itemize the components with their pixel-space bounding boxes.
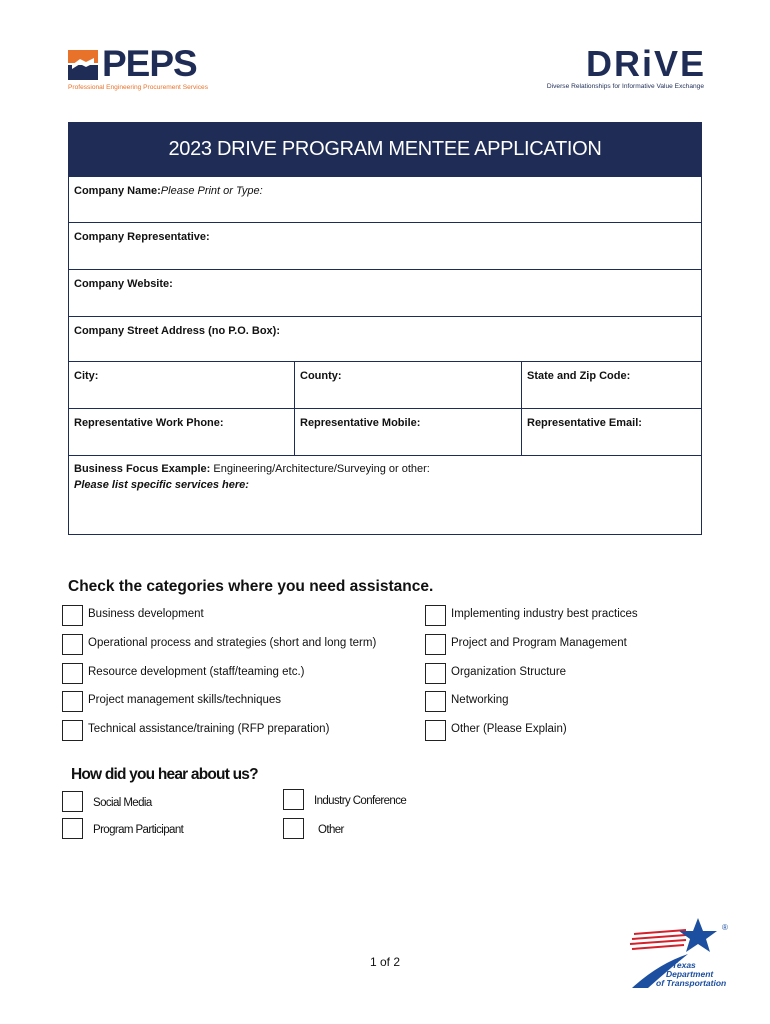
rep-mobile-label: Representative Mobile: <box>300 417 421 429</box>
handshake-icon <box>68 50 98 80</box>
state-zip-field[interactable] <box>521 362 701 408</box>
checkbox-label: Other <box>318 824 344 836</box>
checkbox-project-management-skills[interactable] <box>62 691 402 715</box>
drive-logo-subtitle: Diverse Relationships for Informative Value Exchange <box>546 83 704 90</box>
drive-logo <box>546 43 706 92</box>
city-field[interactable] <box>69 362 294 408</box>
company-name-row[interactable] <box>69 176 701 222</box>
checkbox-label: Operational process and strategies (short and long term) <box>88 637 377 649</box>
checkbox-box[interactable] <box>62 818 83 839</box>
state-zip-label: State and Zip Code: <box>527 370 631 382</box>
rep-work-phone-field[interactable] <box>69 409 294 455</box>
phone-mobile-email-row <box>69 408 701 455</box>
checkbox-best-practices[interactable] <box>425 605 725 629</box>
company-website-label: Company Website: <box>74 278 173 290</box>
rep-mobile-field[interactable] <box>294 409 521 455</box>
company-website-row[interactable] <box>69 269 701 316</box>
assistance-section-title: Check the categories where you need assistance. <box>68 578 434 595</box>
checkbox-label: Resource development (staff/teaming etc.) <box>88 666 305 678</box>
company-address-row[interactable] <box>69 316 701 361</box>
checkbox-label: Project management skills/techniques <box>88 694 282 706</box>
city-county-state-row <box>69 361 701 408</box>
checkbox-box[interactable] <box>283 789 304 810</box>
checkbox-box[interactable] <box>425 720 446 741</box>
txdot-logo <box>628 914 732 992</box>
county-field[interactable] <box>294 362 521 408</box>
business-focus-field[interactable] <box>69 456 701 535</box>
registered-mark: ® <box>722 923 728 932</box>
checkbox-networking[interactable] <box>425 691 725 715</box>
checkbox-label: Technical assistance/training (RFP preparation) <box>88 723 330 735</box>
checkbox-box[interactable] <box>62 634 83 655</box>
checkbox-box[interactable] <box>62 691 83 712</box>
checkbox-box[interactable] <box>62 605 83 626</box>
rep-work-phone-label: Representative Work Phone: <box>74 417 224 429</box>
checkbox-label: Organization Structure <box>451 666 567 678</box>
checkbox-resource-development[interactable] <box>62 663 402 687</box>
checkbox-label: Project and Program Management <box>451 637 627 649</box>
rep-email-label: Representative Email: <box>527 417 642 429</box>
checkbox-box[interactable] <box>62 663 83 684</box>
checkbox-label: Program Participant <box>93 824 184 836</box>
checkbox-label: Social Media <box>93 797 152 809</box>
checkbox-industry-conference[interactable] <box>283 789 483 813</box>
txdot-line-2: Department <box>666 969 714 979</box>
business-focus-label: Business Focus Example: <box>74 463 211 475</box>
company-website-field[interactable] <box>69 270 701 316</box>
city-label: City: <box>74 370 99 382</box>
checkbox-box[interactable] <box>62 720 83 741</box>
checkbox-label: Industry Conference <box>314 795 407 807</box>
checkbox-technical-assistance[interactable] <box>62 720 402 744</box>
company-address-label: Company Street Address (no P.O. Box): <box>74 325 280 337</box>
drive-logo-text: DRiVE <box>585 43 706 84</box>
checkbox-business-development[interactable] <box>62 605 402 629</box>
checkbox-organization-structure[interactable] <box>425 663 725 687</box>
checkbox-label: Other (Please Explain) <box>451 723 567 735</box>
checkbox-box[interactable] <box>425 605 446 626</box>
checkbox-label: Business development <box>88 608 204 620</box>
checkbox-box[interactable] <box>425 691 446 712</box>
checkbox-box[interactable] <box>425 663 446 684</box>
company-name-hint: Please Print or Type: <box>160 185 263 197</box>
county-label: County: <box>300 370 342 382</box>
checkbox-label: Networking <box>451 694 509 706</box>
checkbox-label: Implementing industry best practices <box>451 608 638 620</box>
company-name-label: Company Name: <box>74 185 161 197</box>
txdot-line-3: of Transportation <box>656 978 727 988</box>
checkbox-program-participant[interactable] <box>62 818 262 842</box>
company-rep-label: Company Representative: <box>74 231 210 243</box>
checkbox-other[interactable] <box>283 818 483 842</box>
checkbox-box[interactable] <box>283 818 304 839</box>
company-rep-row[interactable] <box>69 222 701 269</box>
company-address-field[interactable] <box>69 317 701 361</box>
rep-email-field[interactable] <box>521 409 701 455</box>
company-rep-field[interactable] <box>69 223 701 269</box>
application-form <box>68 122 702 535</box>
peps-logo-text: PEPS <box>102 43 197 84</box>
peps-logo <box>68 43 218 92</box>
checkbox-other-explain[interactable] <box>425 720 725 744</box>
referral-section-title: How did you hear about us? <box>71 766 258 783</box>
checkbox-social-media[interactable] <box>62 791 262 815</box>
checkbox-box[interactable] <box>425 634 446 655</box>
txdot-line-1: Texas <box>672 960 696 970</box>
checkbox-operational-process[interactable] <box>62 634 422 658</box>
form-title: 2023 DRIVE PROGRAM MENTEE APPLICATION <box>69 123 701 176</box>
company-name-field[interactable] <box>69 177 701 222</box>
business-focus-example: Engineering/Architecture/Surveying or other: <box>213 463 430 475</box>
page-number: 1 of 2 <box>369 955 401 969</box>
txdot-star-icon <box>628 914 732 992</box>
checkbox-program-management[interactable] <box>425 634 725 658</box>
business-focus-hint: Please list specific services here: <box>74 479 249 491</box>
business-focus-row[interactable] <box>69 455 701 535</box>
checkbox-box[interactable] <box>62 791 83 812</box>
peps-logo-subtitle: Professional Engineering Procurement Services <box>68 84 209 91</box>
